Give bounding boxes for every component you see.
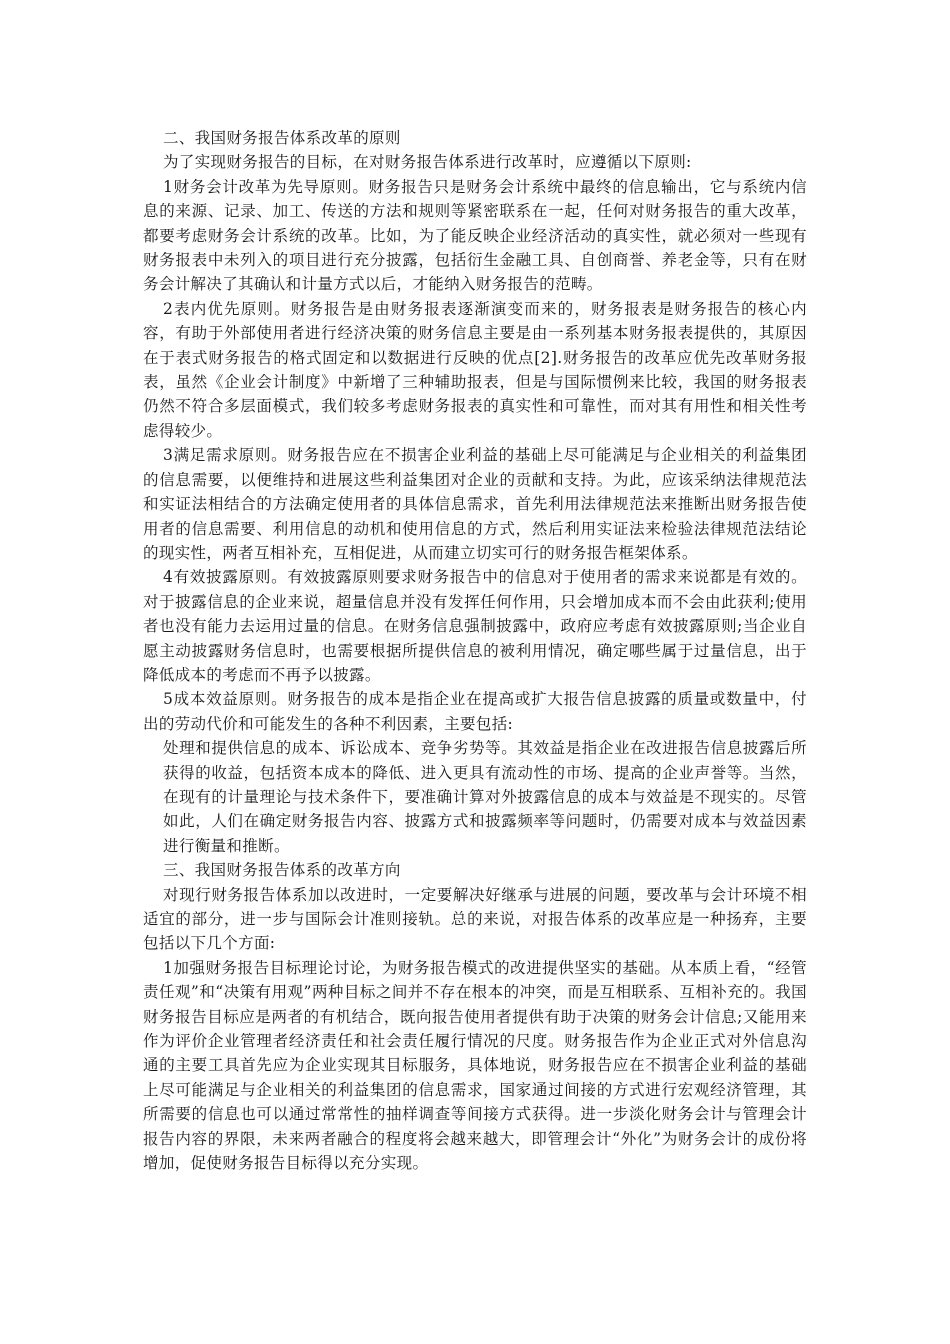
paragraph-principle-1: 1财务会计改革为先导原则。财务报告只是财务会计系统中最终的信息输出，它与系统内信息的来源、记录、加工、传送的方法和规则等紧密联系在一起，任何对财务报告的重大改革，都要考虑财务会计系统的改革。比如，为了能反映企业经济活动的真实性，就必须对一些现有财务报表中未列入的项目进行充分披露，包括衍生金融工具、自创商誉、养老金等，只有在财务会计解决了其确认和计量方式以后，才能纳入财务报告的范畴。	[143, 177, 807, 294]
document-body	[143, 126, 807, 1175]
paragraph-intro: 为了实现财务报告的目标，在对财务报告体系进行改革时，应遵循以下原则:	[163, 153, 692, 172]
paragraph-principle-5: 5成本效益原则。财务报告的成本是指企业在提高或扩大报告信息披露的质量或数量中，付出的劳动代价和可能发生的各种不利因素，主要包括:	[143, 690, 807, 733]
paragraph-principle-3: 3满足需求原则。财务报告应在不损害企业利益的基础上尽可能满足与企业相关的利益集团的信息需要，以便维持和进展这些利益集团对企业的贡献和支持。为此，应该采纳法律规范法和实证法相结合的方法确定使用者的具体信息需求，首先利用法律规范法来推断出财务报告使用者的信息需要、利用信息的动机和使用信息的方式，然后利用实证法来检验法律规范法结论的现实性，两者互相补充，互相促进，从而建立切实可行的财务报告框架体系。	[143, 446, 807, 562]
paragraph-direction-intro: 对现行财务报告体系加以改进时，一定要解决好继承与进展的问题，要改革与会计环境不相适宜的部分，进一步与国际会计准则接轨。总的来说，对报告体系的改革应是一种扬弃，主要包括以下几个方面:	[143, 885, 807, 953]
paragraph-principle-5-continued: 处理和提供信息的成本、诉讼成本、竞争劣势等。其效益是指企业在改进报告信息披露后所获得的收益，包括资本成本的降低、进入更具有流动性的市场、提高的企业声誉等。当然，在现有的计量理论与技术条件下，要准确计算对外披露信息的成本与效益是不现实的。尽管如此，人们在确定财务报告内容、披露方式和披露频率等问题时，仍需要对成本与效益因素进行衡量和推断。	[163, 739, 807, 855]
section-heading-direction: 三、我国财务报告体系的改革方向	[163, 861, 401, 880]
paragraph-direction-1: 1加强财务报告目标理论讨论，为财务报告模式的改进提供坚实的基础。从本质上看，“经管责任观”和“决策有用观”两种目标之间并不存在根本的冲突，而是互相联系、互相补充的。我国财务报告目标应是两者的有机结合，既向报告使用者提供有助于决策的财务会计信息;又能用来作为评价企业管理者经济责任和社会责任履行情况的尺度。财务报告作为企业正式对外信息沟通的主要工具首先应为企业实现其目标服务，具体地说，财务报告应在不损害企业利益的基础上尽可能满足与企业相关的利益集团的信息需求，国家通过间接的方式进行宏观经济管理，其所需要的信息也可以通过常常性的抽样调查等间接方式获得。进一步淡化财务会计与管理会计报告内容的界限，未来两者融合的程度将会越来越大，即管理会计“外化”为财务会计的成份将增加，促使财务报告目标得以充分实现。	[143, 958, 807, 1173]
section-heading-principles: 二、我国财务报告体系改革的原则	[163, 129, 401, 147]
paragraph-principle-4: 4有效披露原则。有效披露原则要求财务报告中的信息对于使用者的需求来说都是有效的。对于披露信息的企业来说，超量信息并没有发挥任何作用，只会增加成本而不会由此获利;使用者也没有能力去运用过量的信息。在财务信息强制披露中，政府应考虑有效披露原则;当企业自愿主动披露财务信息时，也需要根据所提供信息的被利用情况，确定哪些属于过量信息，出于降低成本的考虑而不再予以披露。	[143, 568, 807, 684]
paragraph-principle-2: 2表内优先原则。财务报告是由财务报表逐渐演变而来的，财务报表是财务报告的核心内容，有助于外部使用者进行经济决策的财务信息主要是由一系列基本财务报表提供的，其原因在于表式财务报告的格式固定和以数据进行反映的优点[2].财务报告的改革应优先改革财务报表，虽然《企业会计制度》中新增了三种辅助报表，但是与国际惯例来比较，我国的财务报表仍然不符合多层面模式，我们较多考虑财务报表的真实性和可靠性，而对其有用性和相关性考虑得较少。	[143, 299, 807, 440]
